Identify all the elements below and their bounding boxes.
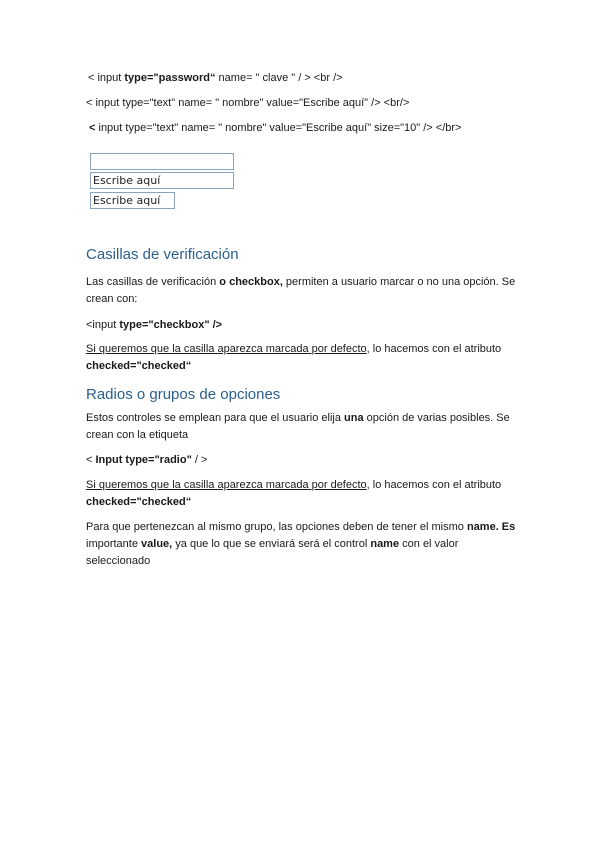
radio-intro-paragraph: [86, 410, 516, 444]
paragraph-text: con el valor seleccionado: [86, 538, 459, 567]
paragraph-text: , lo hacemos con el atributo: [366, 479, 502, 491]
code-password-input: [88, 70, 518, 87]
paragraph-bold: o checkbox,: [219, 276, 283, 288]
paragraph-text: Para que pertenezcan al mismo grupo, las opciones deben de tener el mismo: [86, 521, 467, 533]
paragraph-bold: checked="checked“: [86, 360, 192, 372]
code-text: < input: [88, 72, 125, 84]
checkbox-section-title: Casillas de verificación: [86, 246, 239, 263]
text-field-size-demo[interactable]: Escribe aquí: [90, 192, 175, 209]
paragraph-text: importante: [86, 538, 142, 550]
code-text-size-input: [89, 120, 519, 137]
paragraph-text: Las casillas de verificación: [86, 276, 220, 288]
underlined-text: Si queremos que la casilla aparezca marcada por defecto: [86, 479, 367, 491]
radio-code: [86, 452, 516, 469]
checkbox-intro-paragraph: [86, 274, 516, 308]
paragraph-bold: una: [344, 412, 364, 424]
code-bold: type="password“: [124, 72, 216, 84]
code-bold: <: [86, 454, 96, 466]
paragraph-bold: checked="checked“: [86, 496, 192, 508]
paragraph-text: permiten a usuario marcar o no una opción. Se crean con:: [86, 276, 516, 305]
text-field-demo[interactable]: Escribe aquí: [90, 172, 234, 189]
code-bold: type="checkbox" />: [119, 319, 223, 331]
paragraph-text: ya que lo que se enviará será el control: [172, 538, 371, 550]
underlined-text: Si queremos que la casilla aparezca marcada por defecto: [86, 343, 367, 355]
password-field-demo[interactable]: [90, 153, 234, 170]
code-text-input: < input type="text" name= " nombre" value="Escribe aquí" /> <br/>: [86, 97, 410, 109]
radio-default-note: [86, 477, 516, 511]
checkbox-default-note: [86, 341, 516, 375]
paragraph-bold: name. Es: [466, 521, 516, 533]
paragraph-bold: value,: [141, 538, 173, 550]
paragraph-text: Estos controles se emplean para que el usuario elija: [86, 412, 345, 424]
paragraph-bold: name: [370, 538, 400, 550]
paragraph-text: opción de varias posibles. Se crean con la etiqueta: [86, 412, 510, 441]
radio-section-title: Radios o grupos de opciones: [86, 386, 281, 403]
checkbox-code: [86, 317, 516, 334]
code-text: input type="text" name= " nombre" value="Escribe aquí" size="10" /> </br>: [95, 122, 462, 134]
code-bold: <: [89, 122, 96, 134]
code-text: name= " clave " / > <br />: [215, 72, 343, 84]
radio-group-note: [86, 519, 516, 570]
code-text: <input: [86, 319, 120, 331]
paragraph-text: , lo hacemos con el atributo: [366, 343, 502, 355]
code-bold: Input type="radio": [95, 454, 192, 466]
code-text: / >: [191, 454, 208, 466]
